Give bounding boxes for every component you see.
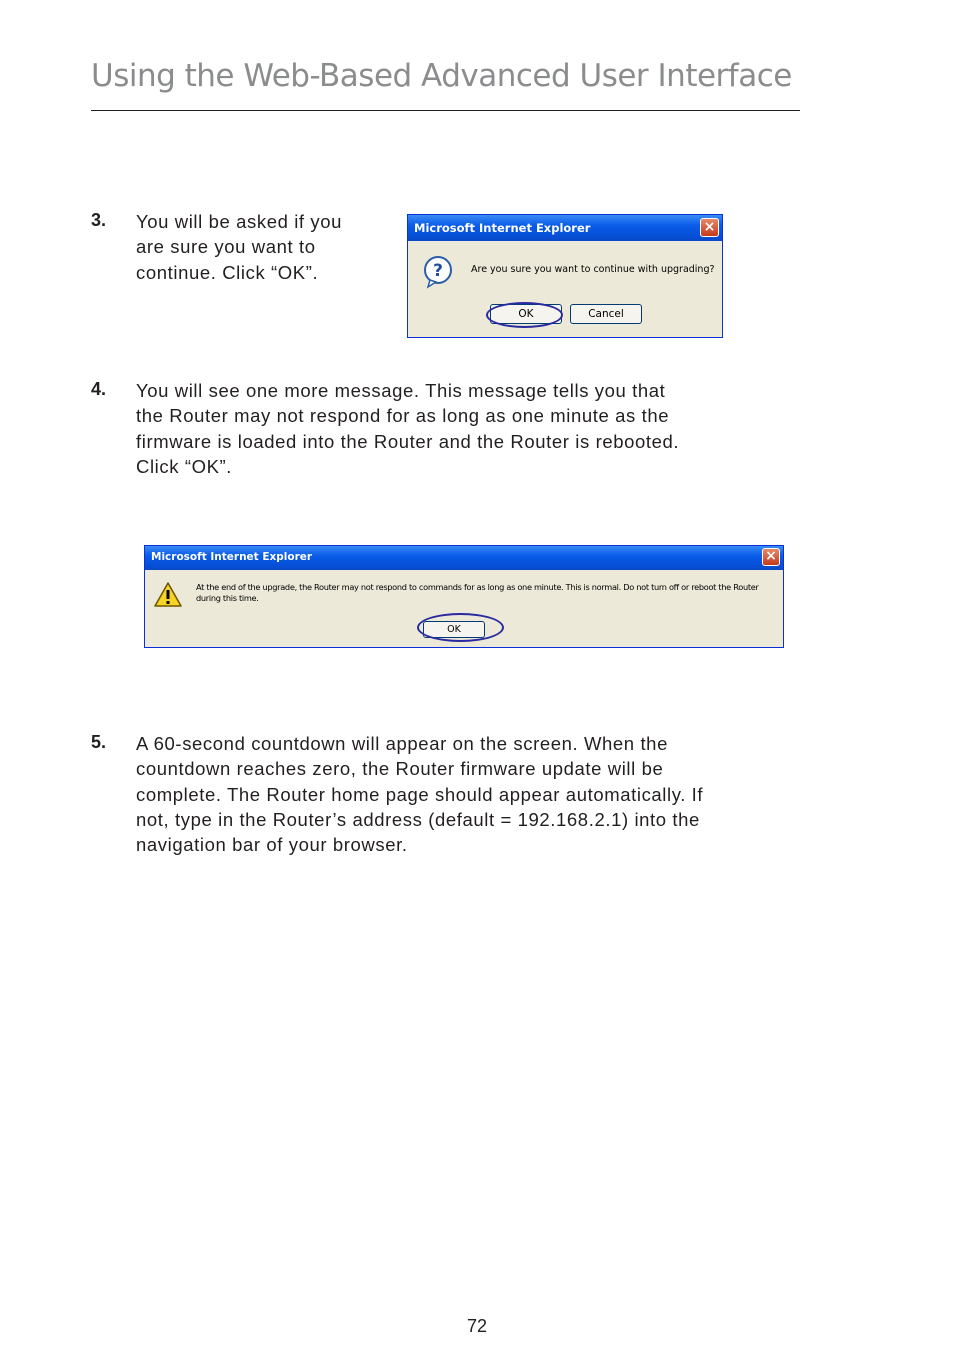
step-4-line: You will see one more message. This message tells you that (136, 380, 666, 401)
question-icon (422, 255, 456, 289)
step-4-number: 4. (91, 379, 107, 399)
confirm-dialog-message: Are you sure you want to continue with upgrading? (471, 264, 715, 275)
step-5-text (136, 731, 703, 857)
ok-button[interactable]: OK (423, 621, 485, 638)
step-3-line: are sure you want to (136, 236, 316, 258)
step-5-number: 5. (91, 732, 107, 752)
close-icon[interactable]: × (762, 548, 780, 566)
step-5-line: A 60-second countdown will appear on the screen. When the (136, 733, 668, 754)
title-divider (91, 110, 800, 111)
confirm-dialog-titlebar (408, 215, 722, 241)
step-4-text (136, 378, 679, 479)
warning-dialog-title: Microsoft Internet Explorer (151, 551, 313, 563)
warning-message-line: during this time. (196, 593, 259, 603)
confirm-dialog-title: Microsoft Internet Explorer (414, 221, 591, 235)
step-3-line: You will be asked if you (136, 211, 343, 232)
warning-dialog-message (196, 582, 759, 604)
warning-dialog-titlebar (145, 546, 783, 570)
step-3-number: 3. (91, 210, 107, 230)
page-title: Using the Web-Based Advanced User Interface (91, 58, 792, 94)
step-5-line: not, type in the Router’s address (default = 192.168.2.1) into the (136, 808, 700, 830)
cancel-button[interactable]: Cancel (570, 304, 642, 324)
confirm-dialog (407, 214, 723, 338)
step-4-line: Click “OK”. (136, 455, 233, 477)
page-number: 72 (466, 1316, 488, 1336)
svg-text:?: ? (433, 261, 443, 281)
warning-message-line: At the end of the upgrade, the Router may not respond to commands for as long as one minute. This is normal. Do not turn off or reboot the Router (196, 582, 759, 592)
step-5-line: countdown reaches zero, the Router firmware update will be (136, 758, 664, 780)
ok-highlight-circle (417, 613, 504, 642)
ok-highlight-circle (486, 302, 563, 328)
step-4-line: the Router may not respond for as long as one minute as the (136, 405, 670, 427)
step-3-line: continue. Click “OK”. (136, 261, 319, 283)
warning-icon (153, 581, 183, 608)
step-5-line: navigation bar of your browser. (136, 834, 408, 856)
ok-button[interactable]: OK (490, 304, 562, 324)
step-5-line: complete. The Router home page should appear automatically. If (136, 783, 704, 805)
close-icon[interactable]: × (700, 218, 719, 237)
step-4-line: firmware is loaded into the Router and the Router is rebooted. (136, 430, 680, 452)
warning-dialog (144, 545, 784, 648)
step-3-text (136, 209, 342, 285)
